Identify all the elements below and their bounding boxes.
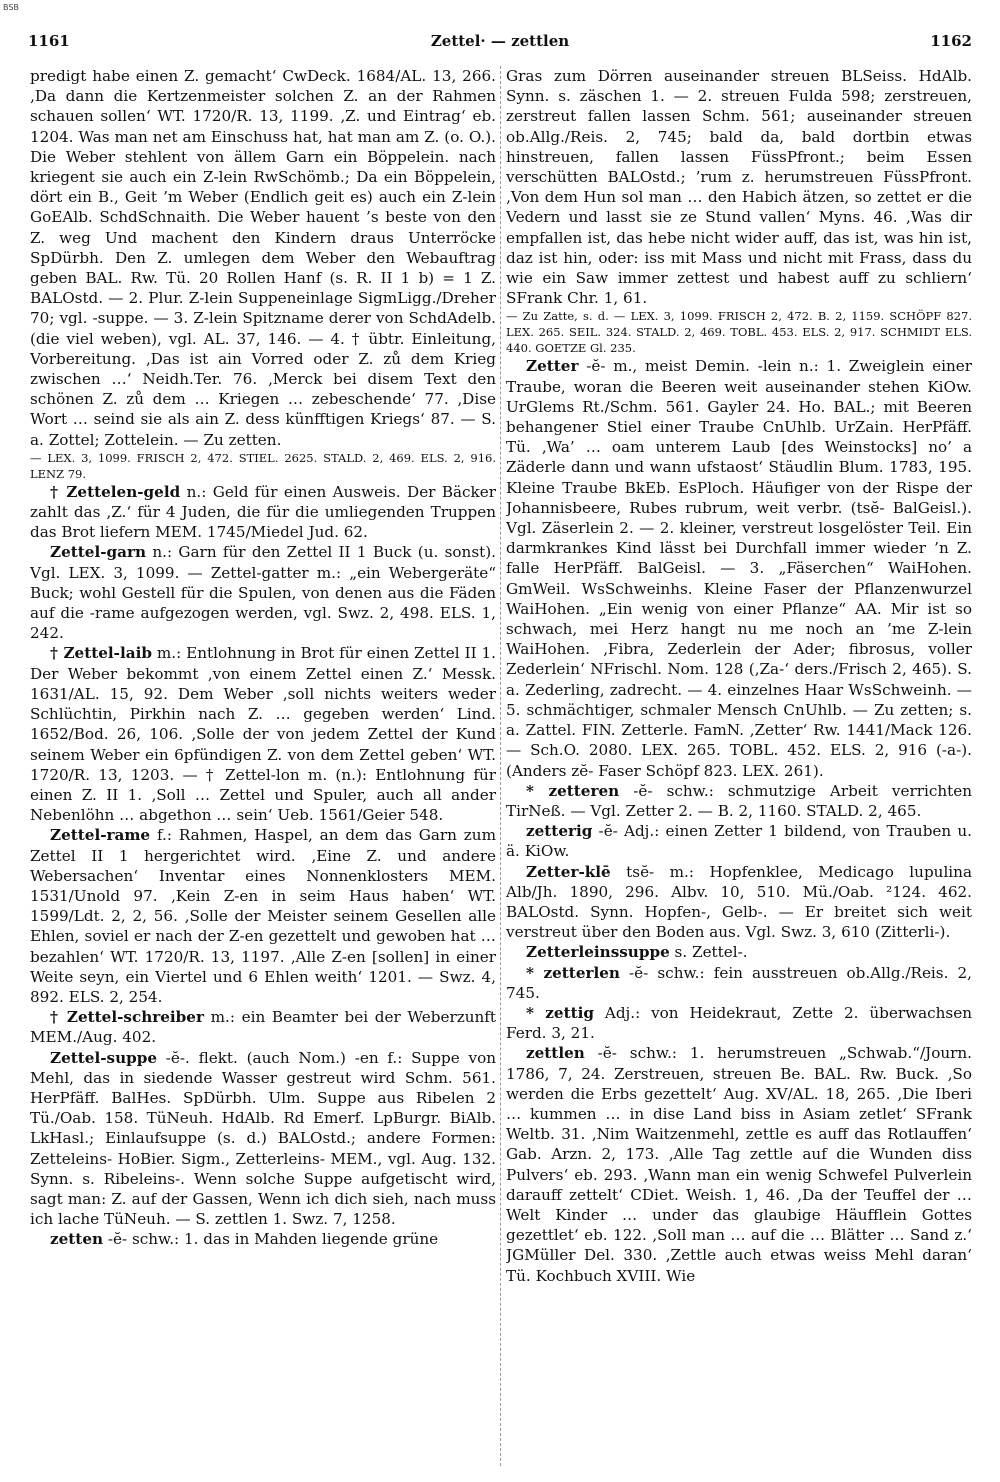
entry-text: Adj.: von Heidekraut, Zette 2. überwachsen Ferd. 3, 21. (506, 1003, 972, 1043)
entry-continuation: predigt habe einen Z. gemacht‘ CwDeck. 1684/AL. 13, 266. ‚Da dann die Kertzenmeister solchen Z. an der Rahmen schauen sollen‘ WT. 1720/R. 13, 1199. ‚Z. und Eintrag‘ eb. 1204. Was man net am Einschuss hat, hat man am Z. (o. O.). Die Weber stehlent von ällem Garn ein Böppelein. nach kriegent sie auch ein Z-lein RwSchömb.; Da ein Böppelein, dört ein B., Geit ’m Weber (Endlich geit es) auch ein Z-lein GoEAlb. SchdSchnaith. Die Weber hauent ’s beste von den Z. weg Und machent den Kindern draus Unterröcke SpDürbh. Den Z. umlegen dem Weber den Webauftrag geben BAL. Rw. Tü. 20 Rollen Hanf (s. R. II 1 b) = 1 Z. BALOstd. — 2. Plur. Z-lein Suppeneinlage SigmLigg./Dreher 70; vgl. -suppe. — 3. Z-lein Spitzname derer von SchdAdelb. (die viel weben), vgl. AL. 37, 146. — 4. † übtr. Einleitung, Vorbereitung. ‚Das ist ain Vorred oder Z. zů dem Krieg zwischen …‘ Neidh.Ter. 76. ‚Merck bei disem Text den schönen Z. zů dem … Kriegen … zebeschende‘ 77. ‚Dise Wort … seind sie als ain Z. dess künfftigen Kriegs‘ 87. — S. a. Zottel; Zottelein. — Zu zetten. (30, 67, 496, 449)
running-title: Zettel· — zettlen (430, 32, 570, 50)
dictionary-entry (506, 1003, 972, 1043)
dictionary-entry (30, 825, 496, 1007)
dictionary-entry (506, 356, 972, 780)
entry-text: m.: ein Beamter bei der Weberzunft MEM./Aug. 402. (30, 1008, 496, 1047)
entry-lemma: Zetter-klē (526, 862, 611, 881)
dictionary-entry (30, 1048, 496, 1230)
entry-text: m.: Entlohnung in Brot für einen Zettel II 1. Der Weber bekommt ‚von einem Zettel einen Z.‘ Messk. 1631/AL. 15, 92. Dem Weber ‚soll nichts weiters weder Schlüchtin, Pirkhin nach Z. … gegeben werden‘ Lind. 1652/Bod. 26, 106. ‚Solle der von jedem Zettel der Kund seinem Weber ein 6pfündigen Z. von dem Zettel geben‘ WT. 1720/R. 13, 1203. — † Zettel-lon m. (n.): Entlohnung für einen Z. II 1. ‚Soll … Zettel und Spuler, auch all ander Nebenlöhn … abgethon … sein‘ Ueb. 1561/Geier 548. (30, 644, 496, 825)
entry-lemma: zettlen (526, 1044, 585, 1063)
entry-lemma: Zettel-rame (50, 826, 151, 845)
dictionary-entry (30, 1229, 496, 1249)
entry-text: -ĕ-. flekt. (auch Nom.) -en f.: Suppe von Mehl, das in siedende Wasser gestreut wird Schm. 561. HerPfäff. BalHes. SpDürbh. Ulm. Suppe aus Ribelen 2 Tü./Oab. 158. TüNeuh. HdAlb. Rd Emerf. LpBurgr. BiAlb. LkHasl.; Einlaufsuppe (s. d.) BALOstd.; andere Formen: Zetteleins- HoBier. Sigm., Zetterleins- MEM., vgl. Aug. 132. Synn. s. Ribeleins-. Wenn solche Suppe aufgetischt wird, sagt man: Z. auf der Gassen, Wenn ich dich sieh, nach muss ich lache TüNeuh. — S. zettlen 1. Swz. 7, 1258. (30, 1048, 496, 1229)
entry-lemma: † Zettel-laib (50, 644, 152, 663)
entry-text: -ĕ- schw.: schmutzige Arbeit verrichten TirNeß. — Vgl. Zetter 2. — B. 2, 1160. STALD. 2, 465. (506, 781, 972, 820)
dictionary-entry (506, 821, 972, 861)
dictionary-entry (506, 942, 972, 962)
entry-lemma: * zettig (526, 1003, 594, 1022)
entry-text: -ĕ- schw.: fein ausstreuen ob.Allg./Reis. 2, 745. (506, 963, 972, 1002)
page-number-right: 1162 (930, 32, 972, 50)
reference-note: — LEX. 3, 1099. FRISCH 2, 472. STIEL. 2625. STALD. 2, 469. ELS. 2, 916. LENZ 79. (30, 450, 496, 481)
entry-lemma: * zetterlen (526, 963, 620, 982)
entry-text: f.: Rahmen, Haspel, an dem das Garn zum Zettel II 1 hergerichtet wird. ‚Eine Z. und andere Webersachen‘ Inventar eines Nonnenklosters MEM. 1531/Unold 97. ‚Kein Z-en in seim Haus haben‘ WT. 1599/Ldt. 2, 2, 56. ‚Solle der Meister seinem Gesellen alle Ehlen, soviel er nach der Z-en gezettelt und gewoben hat … bezahlen‘ WT. 1720/R. 13, 1197. ‚Alle Z-en [sollen] in einer Weite seyn, ein Viertel und 6 Ehlen weith‘ 1201. — Swz. 4, 892. ELS. 2, 254. (30, 826, 496, 1006)
entry-text: -ĕ- Adj.: einen Zetter 1 bildend, von Trauben u. ä. KiOw. (506, 822, 972, 861)
entry-lemma: Zetter (526, 357, 579, 376)
entry-text: -ĕ- schw.: 1. das in Mahden liegende grüne (103, 1230, 439, 1249)
dictionary-entry (30, 1007, 496, 1047)
column-divider (500, 66, 501, 1466)
dictionary-entry (506, 781, 972, 821)
dictionary-entry (506, 862, 972, 943)
page-header (28, 32, 972, 56)
left-column (30, 66, 496, 1468)
entry-continuation: Gras zum Dörren auseinander streuen BLSeiss. HdAlb. Synn. s. zäschen 1. — 2. streuen Fulda 598; zerstreuen, zerstreut fallen lassen Schm. 561; auseinander streuen ob.Allg./Reis. 2, 745; bald da, bald dortbin etwas hinstreuen, fallen lassen FüssPfront.; beim Essen verschütten BALOstd.; ’rum z. herumstreuen FüssPfront. ‚Von dem Hun sol man … den Habich ätzen, so zettet er die Vedern und lasst sie ze Stund vallen‘ Myns. 46. ‚Was dir empfallen ist, das hebe nicht wider auff, das ist, was hin ist, daz ist hin, oder: iss mit Mass und nicht mit Frass, dass du wie ein Saw immer zettest und habest auff zu schliern‘ SFrank Chr. 1, 61. (506, 67, 972, 308)
entry-text: s. Zettel-. (669, 943, 748, 962)
entry-lemma: zetten (50, 1230, 104, 1249)
dictionary-entry (30, 542, 496, 643)
entry-lemma: Zetterleinssuppe (526, 943, 670, 962)
dictionary-entry (506, 963, 972, 1003)
right-column (506, 66, 972, 1468)
dictionary-entry (30, 482, 496, 543)
entry-text: n.: Garn für den Zettel II 1 Buck (u. sonst). Vgl. LEX. 3, 1099. — Zettel-gatter m.: „ein Webergeräte“ Buck; wohl Gestell für die Spulen, von denen aus die Fäden auf die -rame aufgezogen werden, vgl. Swz. 2, 498. ELS. 1, 242. (30, 543, 496, 643)
entry-lemma: * zetteren (526, 781, 620, 800)
dictionary-entry (30, 643, 496, 825)
entry-text: n.: Geld für einen Ausweis. Der Bäcker zahlt das ‚Z.‘ für 4 Juden, die für die umliegenden Truppen das Brot liefern MEM. 1745/Miedel Jud. 62. (30, 482, 496, 542)
page-number-left: 1161 (28, 32, 70, 50)
library-stamp: BSB (3, 3, 19, 12)
entry-lemma: Zettel-garn (50, 543, 147, 562)
entry-lemma: zetterig (526, 822, 593, 841)
entry-text: -ĕ- m., meist Demin. -lein n.: 1. Zweiglein einer Traube, woran die Beeren weit auseinander stehen KiOw. UrGlems Rt./Schm. 561. Gayler 24. Ho. BAL.; mit Beeren behangener Stiel einer Traube CnUhlb. UrZain. HerPfäff. Tü. ‚Wa’ … oam unterem Laub [des Weinstocks] no’ a Zäderle dann und wann ufstaost‘ Stäudlin Blum. 1783, 195. Kleine Traube BkEb. EsPloch. Häufiger von der Rispe der Johannisbeere, Rubes rubrum, weit verbr. (tsĕ- BalGeisl.). Vgl. Zäserlein 2. — 2. kleiner, verstreut losgelöster Teil. Ein darmkrankes Kind lässt bei Durchfall immer wieder ’n Z. falle HerPfäff. BalGeisl. — 3. „Fäserchen“ WaiHohen. GmWeil. WsSchweinhs. Kleine Faser der Pflanzenwurzel WaiHohen. „Ein wenig von einer Pflanze“ AA. Mir ist so schwach, mei Herz hangt nu me noch an ’me Z-lein WaiHohen. ‚Fibra, Zederlein der Ader; fibrosus, voller Zederlein‘ NFrischl. Nom. 128 (‚Za-‘ ders./Frisch 2, 465). S. a. Zederling, zadrecht. — 4. einzelnes Haar WsSchweinh. — 5. schmächtiger, schmaler Mensch CnUhlb. — Zu zetten; s. a. Zattel. FIN. Zetterle. FamN. ‚Zetter‘ Rw. 1441/Mack 126. — Sch.O. 2080. LEX. 265. TOBL. 452. ELS. 2, 916 (-a-). (Anders zĕ- Faser Schöpf 823. LEX. 261). (506, 357, 972, 780)
entry-lemma: † Zettel-schreiber (50, 1008, 204, 1027)
entry-text: tsĕ- m.: Hopfenklee, Medicago lupulina Alb/Jh. 1890, 296. Albv. 10, 510. Mü./Oab. ²124. 462. BALOstd. Synn. Hopfen-, Gelb-. — Er breitet sich weit verstreut über den Boden aus. Vgl. Swz. 3, 610 (Zitterli-). (506, 862, 972, 942)
entry-lemma: Zettel-suppe (50, 1048, 158, 1067)
dictionary-entry (506, 1043, 972, 1285)
entry-text: -ĕ- schw.: 1. herumstreuen „Schwab.“/Journ. 1786, 7, 24. Zerstreuen, streuen Be. BAL. Rw. Buck. ‚So werden die Erbs gezettelt‘ Aug. XV/AL. 18, 265. ‚Die Iberi … kummen … in dise Land biss in Asiam zetlet‘ SFrank Weltb. 31. ‚Nim Waitzenmehl, zettle es auff das Rotlauffen‘ Gab. Arzn. 2, 173. ‚Alle Tag zettle auf die Wunden diss Pulvers‘ eb. 293. ‚Wann man ein wenig Schwefel Pulverlein darauff zettelt‘ CDiet. Weish. 1, 46. ‚Da der Teuffel der … Welt Kinder … under das glaubige Häufflein Gottes gezettlet‘ eb. 122. ‚Soll man … auf die … Blätter … Sand z.‘ JGMüller Del. 330. ‚Zettle auch etwas weiss Mehl daran‘ Tü. Kochbuch XVIII. Wie (506, 1044, 972, 1285)
reference-note: — Zu Zatte, s. d. — LEX. 3, 1099. FRISCH 2, 472. B. 2, 1159. SCHÖPF 827. LEX. 265. SEIL. 324. STALD. 2, 469. TOBL. 453. ELS. 2, 917. SCHMIDT ELS. 440. GOETZE Gl. 235. (506, 309, 972, 356)
entry-lemma: † Zettelen-geld (50, 482, 181, 501)
